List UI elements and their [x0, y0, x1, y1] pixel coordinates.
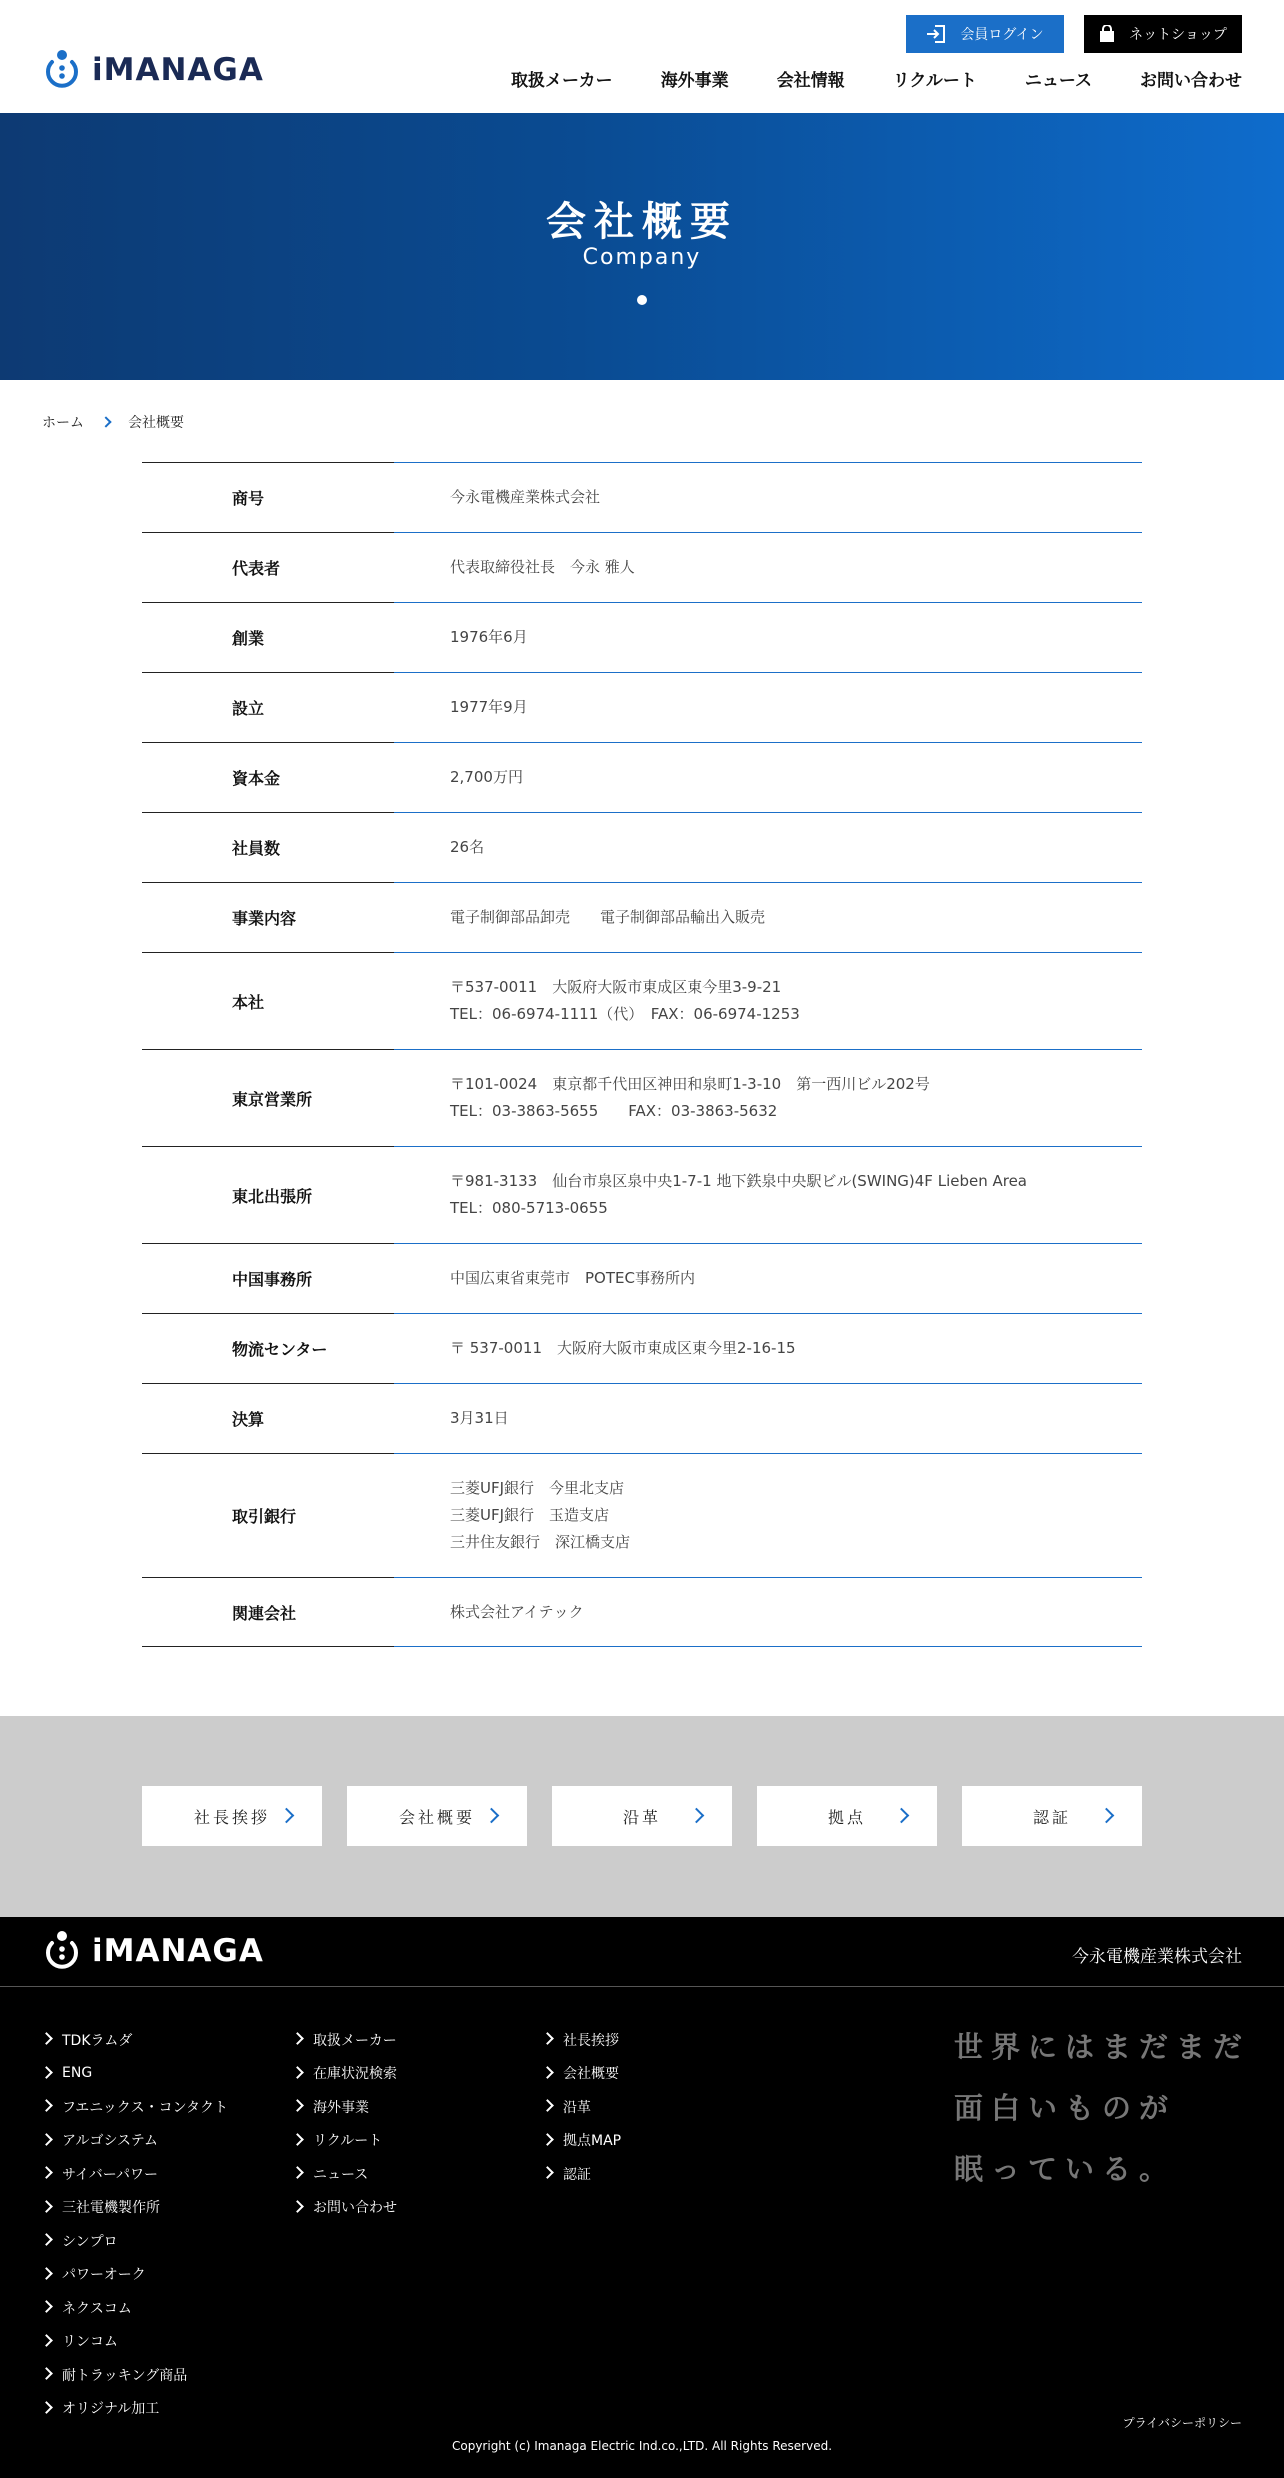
chevron-right-icon: [291, 2099, 304, 2112]
row-value: 代表取締役社長 今永 雅人: [450, 558, 635, 576]
company-info-table: [142, 462, 1142, 1647]
chevron-right-icon: [40, 2200, 53, 2213]
table-row: [142, 1146, 1142, 1243]
chevron-right-icon: [40, 2166, 53, 2179]
footer-link[interactable]: 沿革: [541, 2090, 621, 2124]
nav-item-overseas[interactable]: 海外事業: [660, 71, 729, 91]
footer-link[interactable]: フエニックス・コンタクト: [40, 2090, 228, 2124]
table-row: [142, 602, 1142, 672]
chevron-right-icon: [100, 416, 111, 427]
row-label: 本社: [232, 992, 265, 1012]
footer-link[interactable]: TDKラムダ: [40, 2023, 228, 2057]
table-row: [142, 462, 1142, 532]
footer-link[interactable]: 耐トラッキング商品: [40, 2358, 228, 2392]
chevron-right-icon: [291, 2032, 304, 2045]
chevron-right-icon: [484, 1808, 500, 1824]
footer-link[interactable]: お問い合わせ: [291, 2191, 397, 2225]
shopping-bag-icon: [1099, 25, 1115, 43]
footer-link[interactable]: リンコム: [40, 2325, 228, 2359]
nav-item-makers[interactable]: 取扱メーカー: [511, 71, 613, 91]
net-shop-label: ネットショップ: [1129, 27, 1227, 43]
company-subnav: [142, 1786, 1142, 1846]
row-label: 事業内容: [232, 909, 297, 928]
chevron-right-icon: [541, 2133, 554, 2146]
nav-item-recruit[interactable]: リクルート: [892, 71, 977, 91]
chevron-right-icon: [291, 2066, 304, 2079]
net-shop-button[interactable]: [1084, 15, 1242, 53]
row-label: 商号: [232, 489, 265, 508]
row-label: 東京営業所: [232, 1089, 313, 1109]
row-label: 中国事務所: [232, 1270, 313, 1289]
row-label: 関連会社: [232, 1603, 297, 1623]
row-value: 3月31日: [450, 1409, 509, 1427]
page-subtitle: Company: [582, 245, 702, 270]
row-value: 電子制御部品卸売 電子制御部品輸出入販売: [450, 908, 766, 926]
header-actions: [906, 15, 1242, 53]
footer-link[interactable]: ネクスコム: [40, 2291, 228, 2325]
chevron-right-icon: [689, 1808, 705, 1824]
row-label: 代表者: [232, 559, 281, 578]
chevron-right-icon: [40, 2032, 53, 2045]
footer-link[interactable]: 在庫状況検索: [291, 2057, 397, 2091]
company-subnav-section: [0, 1716, 1284, 1917]
row-label: 社員数: [232, 839, 281, 858]
footer-link[interactable]: 社長挨拶: [541, 2023, 621, 2057]
footer-company-column: [541, 2023, 621, 2191]
chevron-right-icon: [40, 2401, 53, 2414]
row-label: 東北出張所: [232, 1186, 313, 1206]
chevron-right-icon: [291, 2166, 304, 2179]
table-row: [142, 1577, 1142, 1647]
row-value: 〒101-0024 東京都千代田区神田和泉町1-3-10 第一西川ビル202号 TEL：03-3863-5655 FAX：03-3863-5632: [450, 1075, 930, 1120]
footer-link[interactable]: ニュース: [291, 2157, 397, 2191]
chevron-right-icon: [40, 2099, 53, 2112]
chevron-right-icon: [279, 1808, 295, 1824]
breadcrumb-home[interactable]: ホーム: [42, 415, 84, 431]
table-row: [142, 812, 1142, 882]
footer-link[interactable]: 拠点MAP: [541, 2124, 621, 2158]
row-value: 〒537-0011 大阪府大阪市東成区東今里3-9-21 TEL：06-6974-1111（代） FAX：06-6974-1253: [450, 978, 800, 1023]
row-value: 26名: [450, 838, 485, 856]
chevron-right-icon: [541, 2099, 554, 2112]
nav-item-contact[interactable]: お問い合わせ: [1140, 71, 1242, 91]
chevron-right-icon: [894, 1808, 910, 1824]
site-logo[interactable]: [40, 48, 264, 92]
subnav-overview-button[interactable]: 会社概要: [347, 1786, 527, 1846]
breadcrumb: [42, 412, 184, 432]
row-value: 1977年9月: [450, 698, 528, 716]
footer-logo[interactable]: [40, 1929, 264, 1973]
login-icon: [926, 25, 946, 43]
breadcrumb-current: 会社概要: [128, 415, 184, 431]
footer-divider: [0, 1986, 1284, 1987]
subnav-history-button[interactable]: 沿革: [552, 1786, 732, 1846]
footer-link[interactable]: ENG: [40, 2057, 228, 2091]
row-label: 決算: [232, 1410, 265, 1429]
table-row: [142, 1049, 1142, 1146]
main-nav: [511, 66, 1242, 91]
row-value: 今永電機産業株式会社: [450, 488, 601, 506]
row-value: 三菱UFJ銀行 今里北支店 三菱UFJ銀行 玉造支店 三井住友銀行 深江橋支店: [450, 1479, 631, 1551]
chevron-right-icon: [541, 2166, 554, 2179]
footer-company-name: 今永電機産業株式会社: [1072, 1947, 1242, 1967]
chevron-right-icon: [291, 2200, 304, 2213]
row-value: 中国広東省東莞市 POTEC事務所内: [450, 1269, 695, 1287]
chevron-right-icon: [1099, 1808, 1115, 1824]
chevron-right-icon: [40, 2066, 53, 2079]
table-row: [142, 952, 1142, 1049]
subnav-greeting-button[interactable]: 社長挨拶: [142, 1786, 322, 1846]
footer-link[interactable]: 三社電機製作所: [40, 2191, 228, 2225]
table-row: [142, 742, 1142, 812]
subnav-certification-button[interactable]: 認証: [962, 1786, 1142, 1846]
footer-link[interactable]: 会社概要: [541, 2057, 621, 2091]
table-row: [142, 1313, 1142, 1383]
footer-link[interactable]: シンプロ: [40, 2224, 228, 2258]
table-row: [142, 1243, 1142, 1313]
footer-site-column: [291, 2023, 397, 2224]
row-label: 取引銀行: [232, 1507, 297, 1526]
footer-link[interactable]: 海外事業: [291, 2090, 397, 2124]
chevron-right-icon: [40, 2267, 53, 2280]
footer-link[interactable]: 認証: [541, 2157, 621, 2191]
table-row: [142, 882, 1142, 952]
nav-item-news[interactable]: ニュース: [1024, 71, 1092, 91]
footer-link[interactable]: オリジナル加工: [40, 2392, 228, 2426]
row-label: 資本金: [232, 769, 281, 788]
footer-logo-text: iMANAGA: [92, 1933, 264, 1969]
chevron-right-icon: [40, 2367, 53, 2380]
page-hero: [0, 113, 1284, 380]
copyright: Copyright (c) Imanaga Electric Ind.co.,LTD. All Rights Reserved.: [451, 2439, 833, 2453]
page-title: 会社概要: [546, 199, 738, 245]
subnav-locations-button[interactable]: 拠点: [757, 1786, 937, 1846]
table-row: [142, 672, 1142, 742]
row-label: 創業: [232, 629, 265, 648]
logo-text: iMANAGA: [92, 52, 264, 88]
site-header: [0, 0, 1284, 113]
chevron-right-icon: [40, 2334, 53, 2347]
footer-link[interactable]: パワーオーク: [40, 2258, 228, 2292]
chevron-right-icon: [40, 2300, 53, 2313]
row-value: 1976年6月: [450, 628, 528, 646]
row-value: 〒981-3133 仙台市泉区泉中央1-7-1 地下鉄泉中央駅ビル(SWING)4F Lieben Area TEL：080-5713-0655: [450, 1172, 1028, 1217]
footer-link[interactable]: 取扱メーカー: [291, 2023, 397, 2057]
footer-catchphrase: 世界にはまだまだ 面白いものが 眠っている。: [954, 2030, 1251, 2186]
table-row: [142, 1453, 1142, 1577]
hero-dot: [637, 295, 647, 305]
member-login-label: 会員ログイン: [960, 27, 1044, 43]
chevron-right-icon: [541, 2032, 554, 2045]
row-label: 設立: [232, 699, 265, 718]
footer-link[interactable]: リクルート: [291, 2124, 397, 2158]
privacy-policy-link[interactable]: プライバシーポリシー: [1122, 2416, 1242, 2430]
chevron-right-icon: [541, 2066, 554, 2079]
footer-makers-column: [40, 2023, 228, 2425]
logo-mark-icon: [40, 48, 84, 92]
row-label: 物流センター: [232, 1340, 328, 1359]
footer-link[interactable]: アルゴシステム: [40, 2124, 228, 2158]
logo-mark-icon: [40, 1929, 84, 1973]
chevron-right-icon: [40, 2233, 53, 2246]
table-row: [142, 1383, 1142, 1453]
row-value: 2,700万円: [450, 768, 523, 786]
row-value: 〒 537-0011 大阪府大阪市東成区東今里2-16-15: [450, 1339, 796, 1357]
footer-link[interactable]: サイバーパワー: [40, 2157, 228, 2191]
nav-item-company[interactable]: 会社情報: [776, 71, 845, 91]
table-row: [142, 532, 1142, 602]
member-login-button[interactable]: [906, 15, 1064, 53]
row-value: 株式会社アイテック: [450, 1602, 584, 1621]
chevron-right-icon: [291, 2133, 304, 2146]
site-footer: [0, 1917, 1284, 2478]
chevron-right-icon: [40, 2133, 53, 2146]
